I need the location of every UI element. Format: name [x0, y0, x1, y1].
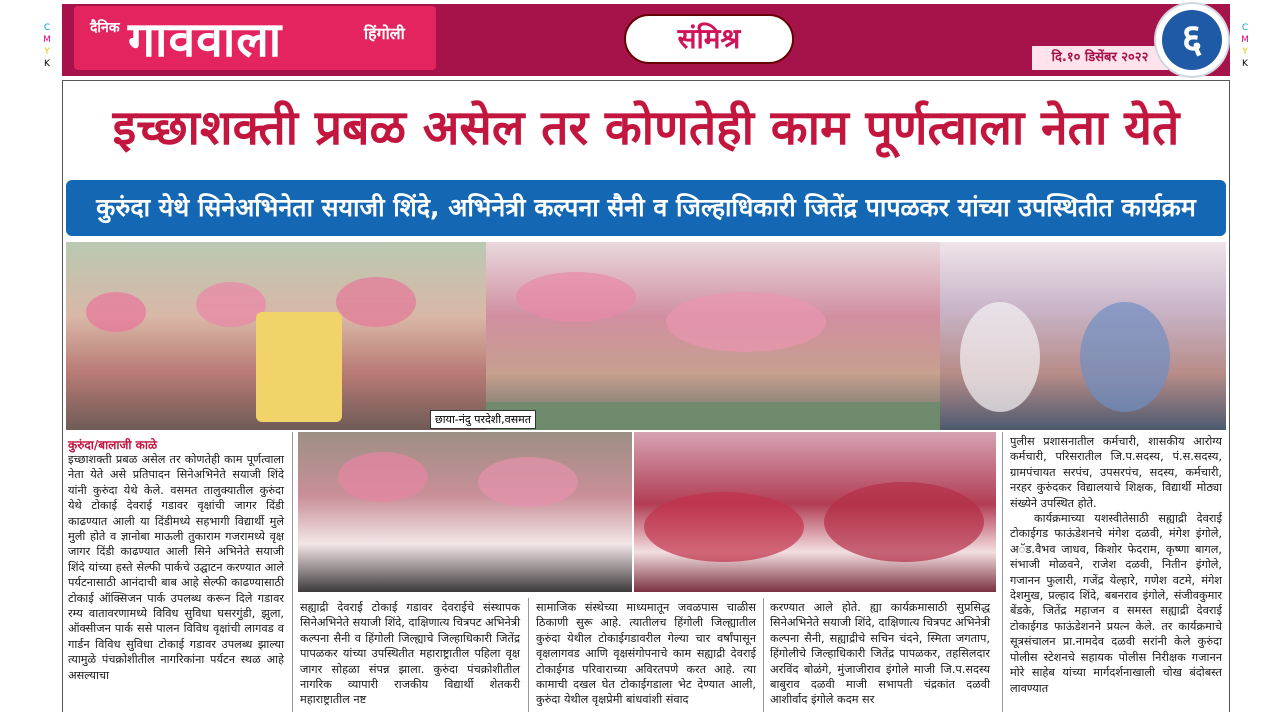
photo-guests-portrait — [940, 242, 1226, 430]
column-rule — [763, 598, 764, 712]
reg-mark-k: K — [44, 59, 50, 69]
article-column-2: सह्याद्री देवराई टोकाई गडावर देवराईचे संस्थापक सिनेअभिनेते सयाजी शिंदे, दाक्षिणात्य चित्रपट अभिनेत्री कल्पना सैनी व हिंगोली जिल्ह्याचे जिल्हाधिकारी जितेंद्र पापळकर यांच्या उपस्थितीत महाराष्ट्रातील पहिला वृक्ष जागर सोहळा संपन्न झाला. कुरुंदा पंचक्रोशीतील नागरिक व्यापारी राजकीय विद्यार्थी शेतकरी महाराष्ट्रातील नष्ट — [300, 601, 520, 707]
photo-students-crowd — [634, 432, 996, 592]
column-rule — [528, 598, 529, 712]
reg-mark-m: M — [1241, 35, 1249, 45]
photo-tree-plantation-group — [66, 242, 486, 430]
article-column-5-para-2: कार्यक्रमाच्या यशस्वीतेसाठी सह्याद्री देवराई टोकाईगड फाऊंडेशनचे मंगेश दळवी, मंगेश इंगोले, अॅड.वैभव जाधव, किशोर फेदराम, कृष्णा बागल, संभाजी मोळवने, राजेश दळवी, नितीन इंगोले, गजानन फुलारी, गजेंद्र येल्हारे, गणेश वटमे, मंगेश देशमुख, प्रल्हाद शिंदे, बबनराव इंगोले, संजीवकुमार बेंडके, जितेंद्र महाजन व समस्त सह्याद्री देवराई टोकाईगड फाऊंडेशनने प्रयत्न केले. तर कार्यक्रमाचे सूत्रसंचालन प्रा.नामदेव दळवी सरांनी केले कुरुंदा पोलीस स्टेशनचे सहायक पोलीस निरीक्षक गजानन मोरे साहेब यांच्या मार्गदर्शनाखाली चोख बंदोबस्त लावण्यात — [1010, 512, 1222, 695]
article-subheadline: कुरुंदा येथे सिनेअभिनेता सयाजी शिंदे, अभिनेत्री कल्पना सैनी व जिल्हाधिकारी जितेंद्र पापळकर यांच्या उपस्थितीत कार्यक्रम — [66, 180, 1226, 236]
masthead-city: हिंगोली — [364, 24, 405, 43]
photo-stage-gathering — [486, 242, 940, 430]
section-label: संमिश्र — [624, 14, 794, 64]
masthead — [74, 6, 436, 70]
page-number-badge — [1156, 4, 1228, 76]
reg-mark-y: Y — [1242, 47, 1248, 57]
article-column-1: इच्छाशक्ती प्रबळ असेल तर कोणतेही काम पूर्णत्वाला नेता येते असे प्रतिपादन सिनेअभिनेते सयाजी शिंदे यांनी कुरुंदा येथे केले. वसमत तालुक्यातील कुरुंदा येथे टोकाई देवराई गडावर वृक्षांची जागर दिंडी काढण्यात आली या दिंडीमध्ये सहभागी विद्यार्थी मुले मुली होते व ज्ञानोबा माऊली तुकाराम गजरामध्ये वृक्ष जागर दिंडी काढण्यात आली सिने अभिनेते सयाजी शिंदे यांच्या हस्ते सेल्फी पार्कचे उद्घाटन करण्यात आले पर्यटनासाठी आनंदाची बाब आहे सेल्फी काढण्यासाठी टोकाई ऑक्सिजन पार्क उपलब्ध करून दिले गडावर रम्य वातावरणामध्ये विविध सुविधा घसरगुंडी, झुला, ऑक्सीजन पार्क ससे पालन विविध वृक्षांची लागवड व गार्डन विविध सुविधा टोकाई गडावर उपलब्ध झाल्या त्यामुळे पंचक्रोशीतील नागरिकांना पर्यटन स्थळ आहे असल्याचा — [68, 453, 284, 682]
newspaper-header — [62, 4, 1230, 76]
article-column-5-para-1: पुलीस प्रशासनातील कर्मचारी, शासकीय आरोग्य कर्मचारी, परिसरातील जि.प.सदस्य, पं.स.सदस्य, ग्रामपंचायत सरपंच, उपसरपंच, सदस्य, कर्मचारी, नरहर कुरुंदकर विद्यालयाचे शिक्षक, विद्यार्थी मोठ्या संख्येने उपस्थित होते. — [1010, 435, 1222, 510]
reg-mark-y: Y — [44, 47, 50, 57]
article-column-5 — [1010, 434, 1222, 696]
column-rule — [292, 432, 293, 712]
reg-mark-k: K — [1242, 59, 1248, 69]
reg-mark-m: M — [43, 35, 51, 45]
registration-marks-right — [1238, 22, 1252, 70]
masthead-prefix: दैनिक — [90, 20, 120, 36]
article-byline: कुरुंदा/बालाजी काळे — [68, 438, 158, 452]
article-column-3: सामाजिक संस्थेच्या माध्यमातून जवळपास चाळीस ठिकाणी सुरू आहे. त्यातीलच हिंगोली जिल्ह्यातील कुरुंदा येथील टोकाईगडावरील गेल्या चार वर्षांपासून वृक्षलागवड आणि वृक्षसंगोपनाचे काम सह्याद्री देवराई टोकाईगड परिवाराच्या अविरतपणे करत आहे. त्या कामाची दखल घेत टोकाईगडाला भेट देण्यात आली, कुरुंदा येथील वृक्षप्रेमी बांधवांशी संवाद — [536, 601, 756, 707]
column-rule — [1002, 432, 1003, 712]
reg-mark-c: C — [43, 23, 51, 33]
article-headline: इच्छाशक्ती प्रबळ असेल तर कोणतेही काम पूर्णत्वाला नेता येते — [112, 100, 1180, 156]
page-number: ६ — [1162, 10, 1222, 70]
masthead-title: गाववाला — [128, 12, 283, 68]
issue-date: दि.१० डिसेंबर २०२२ — [1032, 46, 1168, 70]
article-column-4: करण्यात आले होते. ह्या कार्यक्रमासाठी सुप्रसिद्ध सिनेअभिनेते सयाजी शिंदे, दाक्षिणात्य चित्रपट अभिनेत्री कल्पना सैनी, सह्याद्रीचे सचिन चंदने, स्मिता जगताप, हिंगोलीचे जिल्हाधिकारी जितेंद्र पापळकर, तहसिलदार अरविंद बोळंगे, मुंजाजीराव इंगोले माजी जि.प.सदस्य बाबुराव दळवी माजी सभापती चंद्रकांत दळवी आशीर्वाद इंगोले कदम सर — [770, 601, 990, 707]
reg-mark-c: C — [1241, 23, 1249, 33]
photo-credit: छाया-नंदु परदेशी,वसमत — [430, 410, 536, 429]
photo-sapling-planting — [298, 432, 632, 592]
registration-marks-left — [40, 22, 54, 70]
